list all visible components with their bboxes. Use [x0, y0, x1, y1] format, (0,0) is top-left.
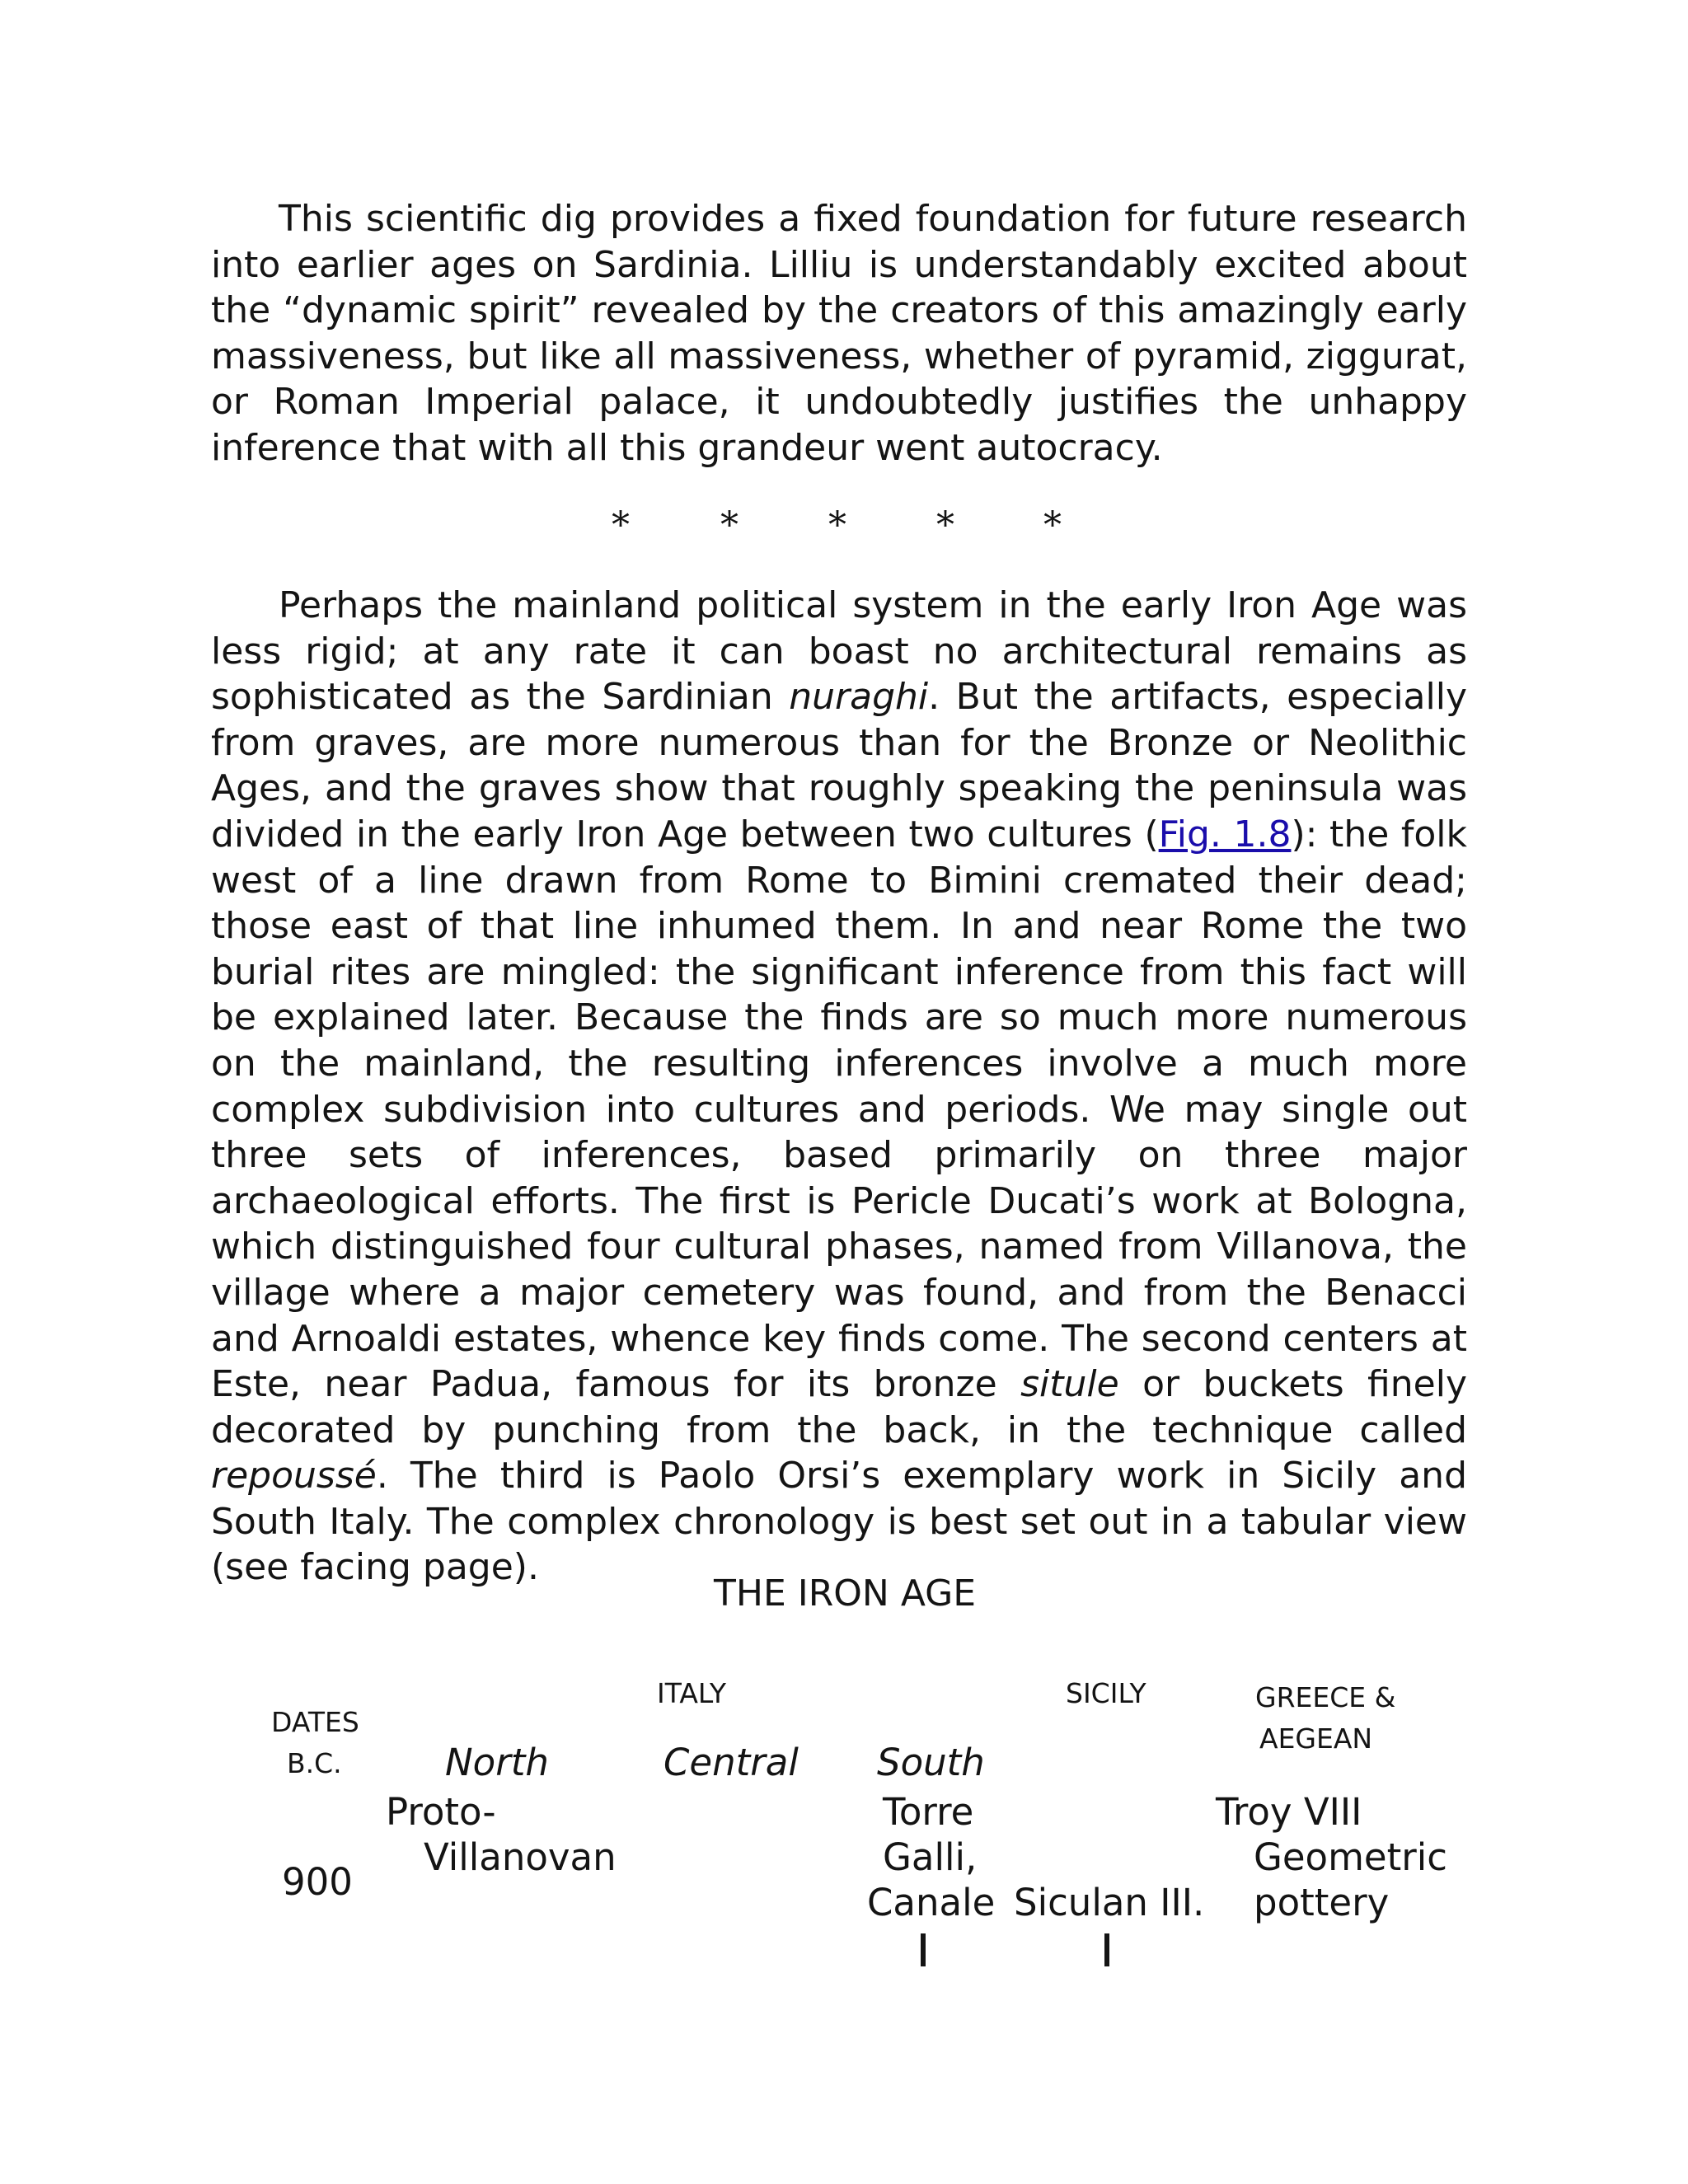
separator-star: *: [612, 504, 630, 546]
header-sicily: SICILY: [1066, 1677, 1146, 1709]
italic-term-repousse: repoussé: [211, 1455, 377, 1497]
cell-date: 900: [282, 1860, 353, 1904]
cell-south-line3: Canale: [867, 1881, 996, 1924]
header-dates-line2: B.C.: [287, 1747, 342, 1779]
italic-term-nuraghi: nuraghi: [789, 676, 929, 719]
cell-greece-line3: pottery: [1254, 1881, 1390, 1924]
paragraph-2-text: or buckets finely decorated by punching from the back, in the technique called: [211, 1363, 1467, 1451]
header-north: North: [445, 1741, 549, 1784]
continuation-bar-south: [921, 1933, 926, 1966]
separator-star: *: [936, 504, 954, 546]
paragraph-2-text: Perhaps the mainland political system in the early Iron Age was less rigid; at any rate it can boast no architectural remains as sophisticated as the Sardinian: [211, 584, 1467, 719]
separator-star: *: [1043, 504, 1062, 546]
paragraph-2: [211, 583, 1467, 1591]
separator-star: *: [828, 504, 846, 546]
paragraph-2-text: ): the folk west of a line drawn from Rome to Bimini cremated their dead; those east of that line inhumed them. In and near Rome the two burial rites are mingled: the significant inference from this fact will be explained later. Because the finds are so much more numerous on the mainland, the resulting inferences involve a much more complex subdivision into cultures and periods. We may single out three sets of inferences, based primarily on three major archaeological efforts. The first is Pericle Ducati’s work at Bologna, which distinguished four cultural phases, named from Villanova, the village where a major cemetery was found, and from the Benacci and Arnoaldi estates, whence key finds come. The second centers at Este, near Padua, famous for its bronze: [211, 813, 1467, 1406]
figure-link[interactable]: Fig. 1.8: [1158, 813, 1292, 855]
header-italy: ITALY: [657, 1677, 727, 1709]
header-dates-line1: DATES: [271, 1706, 359, 1738]
header-central: Central: [663, 1741, 799, 1784]
paragraph-2-text: . The third is Paolo Orsi’s exemplary work in Sicily and South Italy. The complex chronology is best set out in a tabular view (see facing page).: [211, 1455, 1467, 1589]
cell-north-line2: Villanovan: [424, 1835, 617, 1879]
cell-sicily: Siculan III.: [1014, 1881, 1205, 1924]
paragraph-1: This scientific dig provides a fixed foundation for future research into earlier ages on Sardinia. Lilliu is understandably excited about the “dynamic spirit” revealed by the creators of this amazingly early massiveness, but like all massiveness, whether of pyramid, ziggurat, or Roman Imperial palace, it undoubtedly justifies the unhappy inference that with all this grandeur went autocracy.: [211, 198, 1467, 469]
table-title: THE IRON AGE: [714, 1572, 977, 1615]
header-greece-line2: AEGEAN: [1259, 1722, 1373, 1755]
paragraph-2-text: . But the artifacts, especially from graves, are more numerous than for the Bronze or Neolithic Ages, and the graves show that roughly speaking the peninsula was divided in the early Iron Age between two cultures (: [211, 676, 1467, 855]
cell-south-line1: Torre: [883, 1790, 974, 1834]
cell-greece-line2: Geometric: [1254, 1835, 1447, 1879]
italic-term-situle: situle: [1020, 1363, 1119, 1406]
header-south: South: [877, 1741, 985, 1784]
continuation-bar-sicily: [1104, 1933, 1109, 1966]
cell-greece-line1: Troy VIII: [1216, 1790, 1362, 1834]
separator-star: *: [720, 504, 738, 546]
cell-south-line2: Galli,: [883, 1835, 978, 1879]
header-greece-line1: GREECE &: [1255, 1681, 1396, 1713]
cell-north-line1: Proto-: [386, 1790, 496, 1834]
